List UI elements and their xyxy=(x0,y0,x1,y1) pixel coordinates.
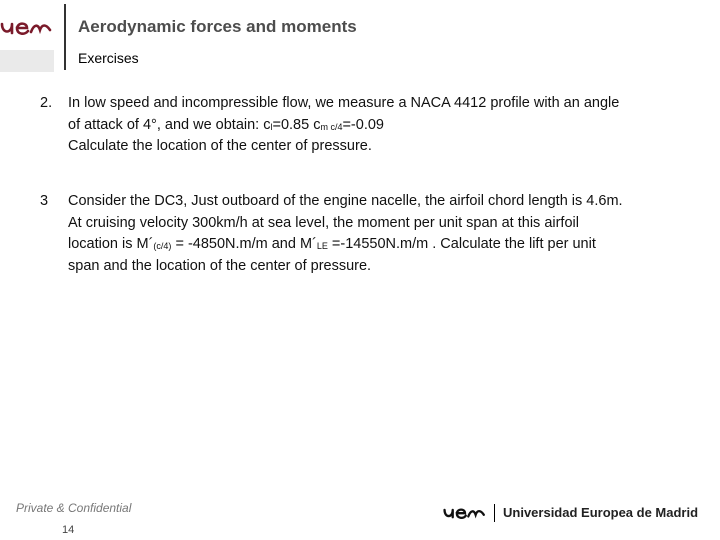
header-logo-area xyxy=(0,0,54,72)
exercise-body xyxy=(68,191,623,277)
exercise-3 xyxy=(40,191,710,283)
ue-logo-icon xyxy=(440,505,490,523)
subscript-c4: (c/4) xyxy=(153,241,172,251)
exercise-number: 3 xyxy=(40,193,49,209)
exercise-line: Consider the DC3, Just outboard of the engine nacelle, the airfoil chord length is 4.6m. xyxy=(68,193,623,209)
subscript-l: l xyxy=(270,121,273,132)
logo-gray-bar xyxy=(0,50,54,72)
page-number: 14 xyxy=(62,524,75,536)
confidential-label: Private & Confidential xyxy=(16,501,132,515)
exercise-body xyxy=(68,93,619,158)
exercise-2 xyxy=(40,93,710,163)
text-segment: = -4850N.m/m and M´ xyxy=(171,236,317,252)
ue-logo-icon xyxy=(0,18,54,40)
text-segment: of attack of 4°, and we obtain: c xyxy=(68,116,271,133)
page-title: Aerodynamic forces and moments xyxy=(78,17,357,36)
text-segment: =-14550N.m/m . Calculate the lift per unit xyxy=(327,236,596,252)
exercise-line: Calculate the location of the center of pressure. xyxy=(68,138,372,154)
exercise-line xyxy=(68,234,623,256)
page-subtitle: Exercises xyxy=(78,50,139,66)
footer-divider xyxy=(494,504,495,522)
exercise-number: 2. xyxy=(40,95,53,111)
text-segment: =0.85 c xyxy=(272,116,321,133)
university-name: Universidad Europea de Madrid xyxy=(503,505,699,520)
subscript-m-c4: m c/4 xyxy=(320,121,343,132)
exercise-line: At cruising velocity 300km/h at sea level, the moment per unit span at this airfoil xyxy=(68,214,579,231)
exercise-line xyxy=(68,115,619,137)
text-segment: location is M´ xyxy=(68,236,154,252)
text-segment: =-0.09 xyxy=(342,116,384,133)
exercise-line: span and the location of the center of pressure. xyxy=(68,257,372,274)
subscript-le: LE xyxy=(316,241,328,251)
exercise-line: In low speed and incompressible flow, we measure a NACA 4412 profile with an angle xyxy=(68,95,620,111)
header-divider xyxy=(64,4,66,70)
